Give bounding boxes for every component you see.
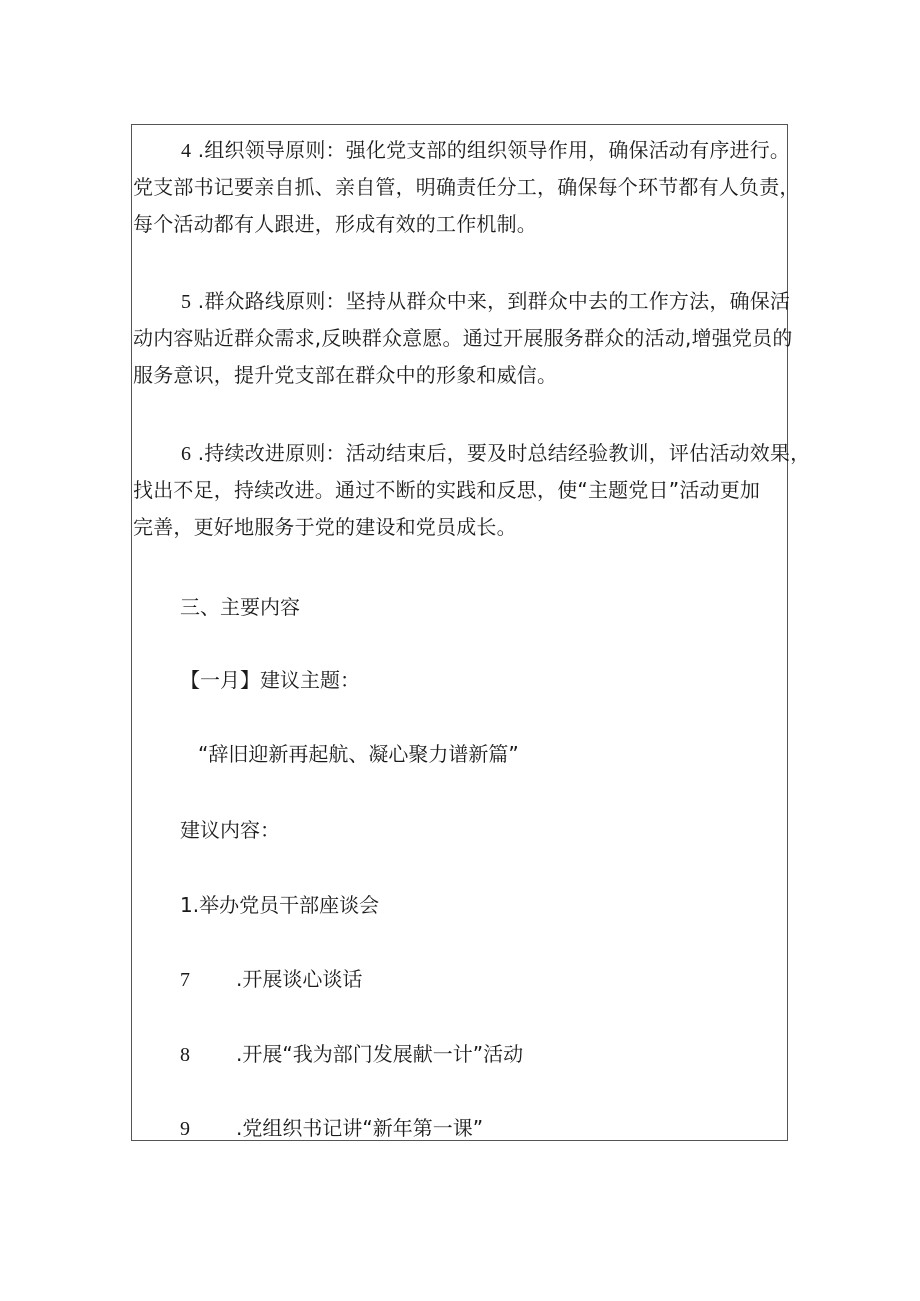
paragraph-mass-line <box>133 283 793 394</box>
paragraph-number: 6 <box>181 443 192 465</box>
theme-text: “辞旧迎新再起航、凝心聚力谱新篇” <box>198 742 519 766</box>
paragraph-continuous-improvement <box>133 435 811 546</box>
list-item-number: 9 <box>180 1118 190 1140</box>
list-item-text: .党组织书记讲“新年第一课” <box>236 1116 484 1140</box>
list-item: 1.举办党员干部座谈会 <box>180 893 380 917</box>
paragraph-text: .组织领导原则：强化党支部的组织领导作用，确保活动有序进行。 <box>191 138 791 162</box>
paragraph-line: 每个活动都有人跟进，形成有效的工作机制。 <box>133 212 537 236</box>
list-item-text: .开展谈心谈话 <box>236 967 363 991</box>
paragraph-line <box>133 132 791 169</box>
list-item-number: 8 <box>180 1044 190 1066</box>
list-item-text: .开展“我为部门发展献一计”活动 <box>236 1042 524 1066</box>
paragraph-line: 完善，更好地服务于党的建设和党员成长。 <box>133 515 517 539</box>
paragraph-line: 服务意识，提升党支部在群众中的形象和威信。 <box>133 363 558 387</box>
paragraph-line: 动内容贴近群众需求,反映群众意愿。通过开展服务群众的活动,增强党员的 <box>133 326 793 350</box>
list-item <box>180 1039 523 1070</box>
list-item <box>180 1113 483 1144</box>
paragraph-line <box>133 435 811 472</box>
paragraph-line <box>133 283 791 320</box>
section-heading: 三、主要内容 <box>180 595 300 619</box>
paragraph-text: .持续改进原则：活动结束后，要及时总结经验教训，评估活动效果， <box>191 441 811 465</box>
paragraph-text: .群众路线原则：坚持从群众中来，到群众中去的工作方法，确保活 <box>191 289 791 313</box>
list-item <box>180 964 362 995</box>
list-item-number: 7 <box>180 969 190 991</box>
content-label: 建议内容： <box>180 818 280 842</box>
paragraph-number: 4 <box>181 140 192 162</box>
month-heading: 【一月】建议主题： <box>180 668 360 692</box>
paragraph-line: 找出不足，持续改进。通过不断的实践和反思，使“主题党日”活动更加 <box>133 478 761 502</box>
paragraph-number: 5 <box>181 291 192 313</box>
paragraph-line: 党支部书记要亲自抓、亲自管，明确责任分工，确保每个环节都有人负责， <box>133 175 800 199</box>
paragraph-organization-leadership <box>133 132 800 243</box>
